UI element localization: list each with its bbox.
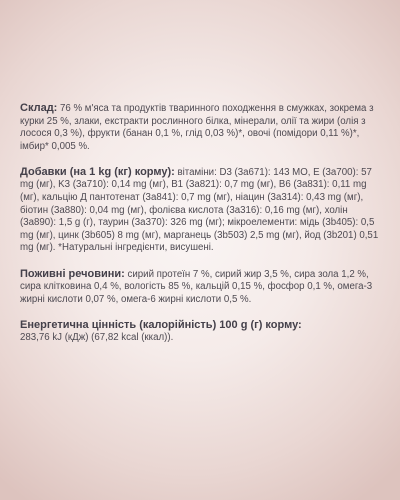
product-description	[20, 102, 380, 358]
energy-heading: Енергетична цінність (калорійність) 100 g (г) корму:	[20, 318, 302, 331]
composition-text: 76 % м'яса та продуктів тваринного походження в смужках, зокрема з курки 25 %, злаки, екстракти рослинного білка, мінерали, олії та жири (олія з лосося 0,3 %), фрукти (банан 0,1 %, глід 0,03 %)*, овочі (помідори 0,11 %)*, імбир* 0,005 %.	[20, 103, 374, 152]
composition-section	[20, 102, 380, 153]
energy-section	[20, 319, 380, 345]
additives-section	[20, 166, 380, 255]
composition-heading: Склад:	[20, 102, 58, 114]
energy-text: 283,76 kJ (кДж) (67,82 kcal (ккал)).	[20, 332, 174, 344]
additives-text: вітаміни: D3 (3a671): 143 МО, E (3a700): 57 mg (мг), K3 (3a710): 0,14 mg (мг), B1 (3a821): 0,7 mg (мг), B6 (3a831): 0,11 mg (мг), кальцію Д пантотенат (3a841): 0,7 mg (мг), ніацин (3a314): 0,43 mg (мг), біотин (3a880): 0,04 mg (мг), фолієва кислота (3a316): 0,16 mg (мг), холін (3a890): 1,5 g (г), таурин (3a370): 326 mg (мг); мікроелементи: мідь (3b405): 0,5 mg (мг), цинк (3b605) 8 mg (мг), марганець (3b503) 2,5 mg (мг), йод (3b201) 0,51 mg (мг). *Натуральні інгредієнти, висушені.	[20, 166, 379, 254]
nutrients-text: сирий протеїн 7 %, сирий жир 3,5 %, сира зола 1,2 %, сира клітковина 0,4 %, вологість 85 %, кальцій 0,15 %, фосфор 0,1 %, омега-3 жирні кислоти 0,07 %, омега-6 жирні кислоти 0,5 %.	[20, 268, 373, 305]
nutrients-heading: Поживні речовини:	[20, 267, 125, 280]
nutrients-section	[20, 268, 380, 307]
additives-heading: Добавки (на 1 kg (кг) корму):	[20, 165, 175, 178]
